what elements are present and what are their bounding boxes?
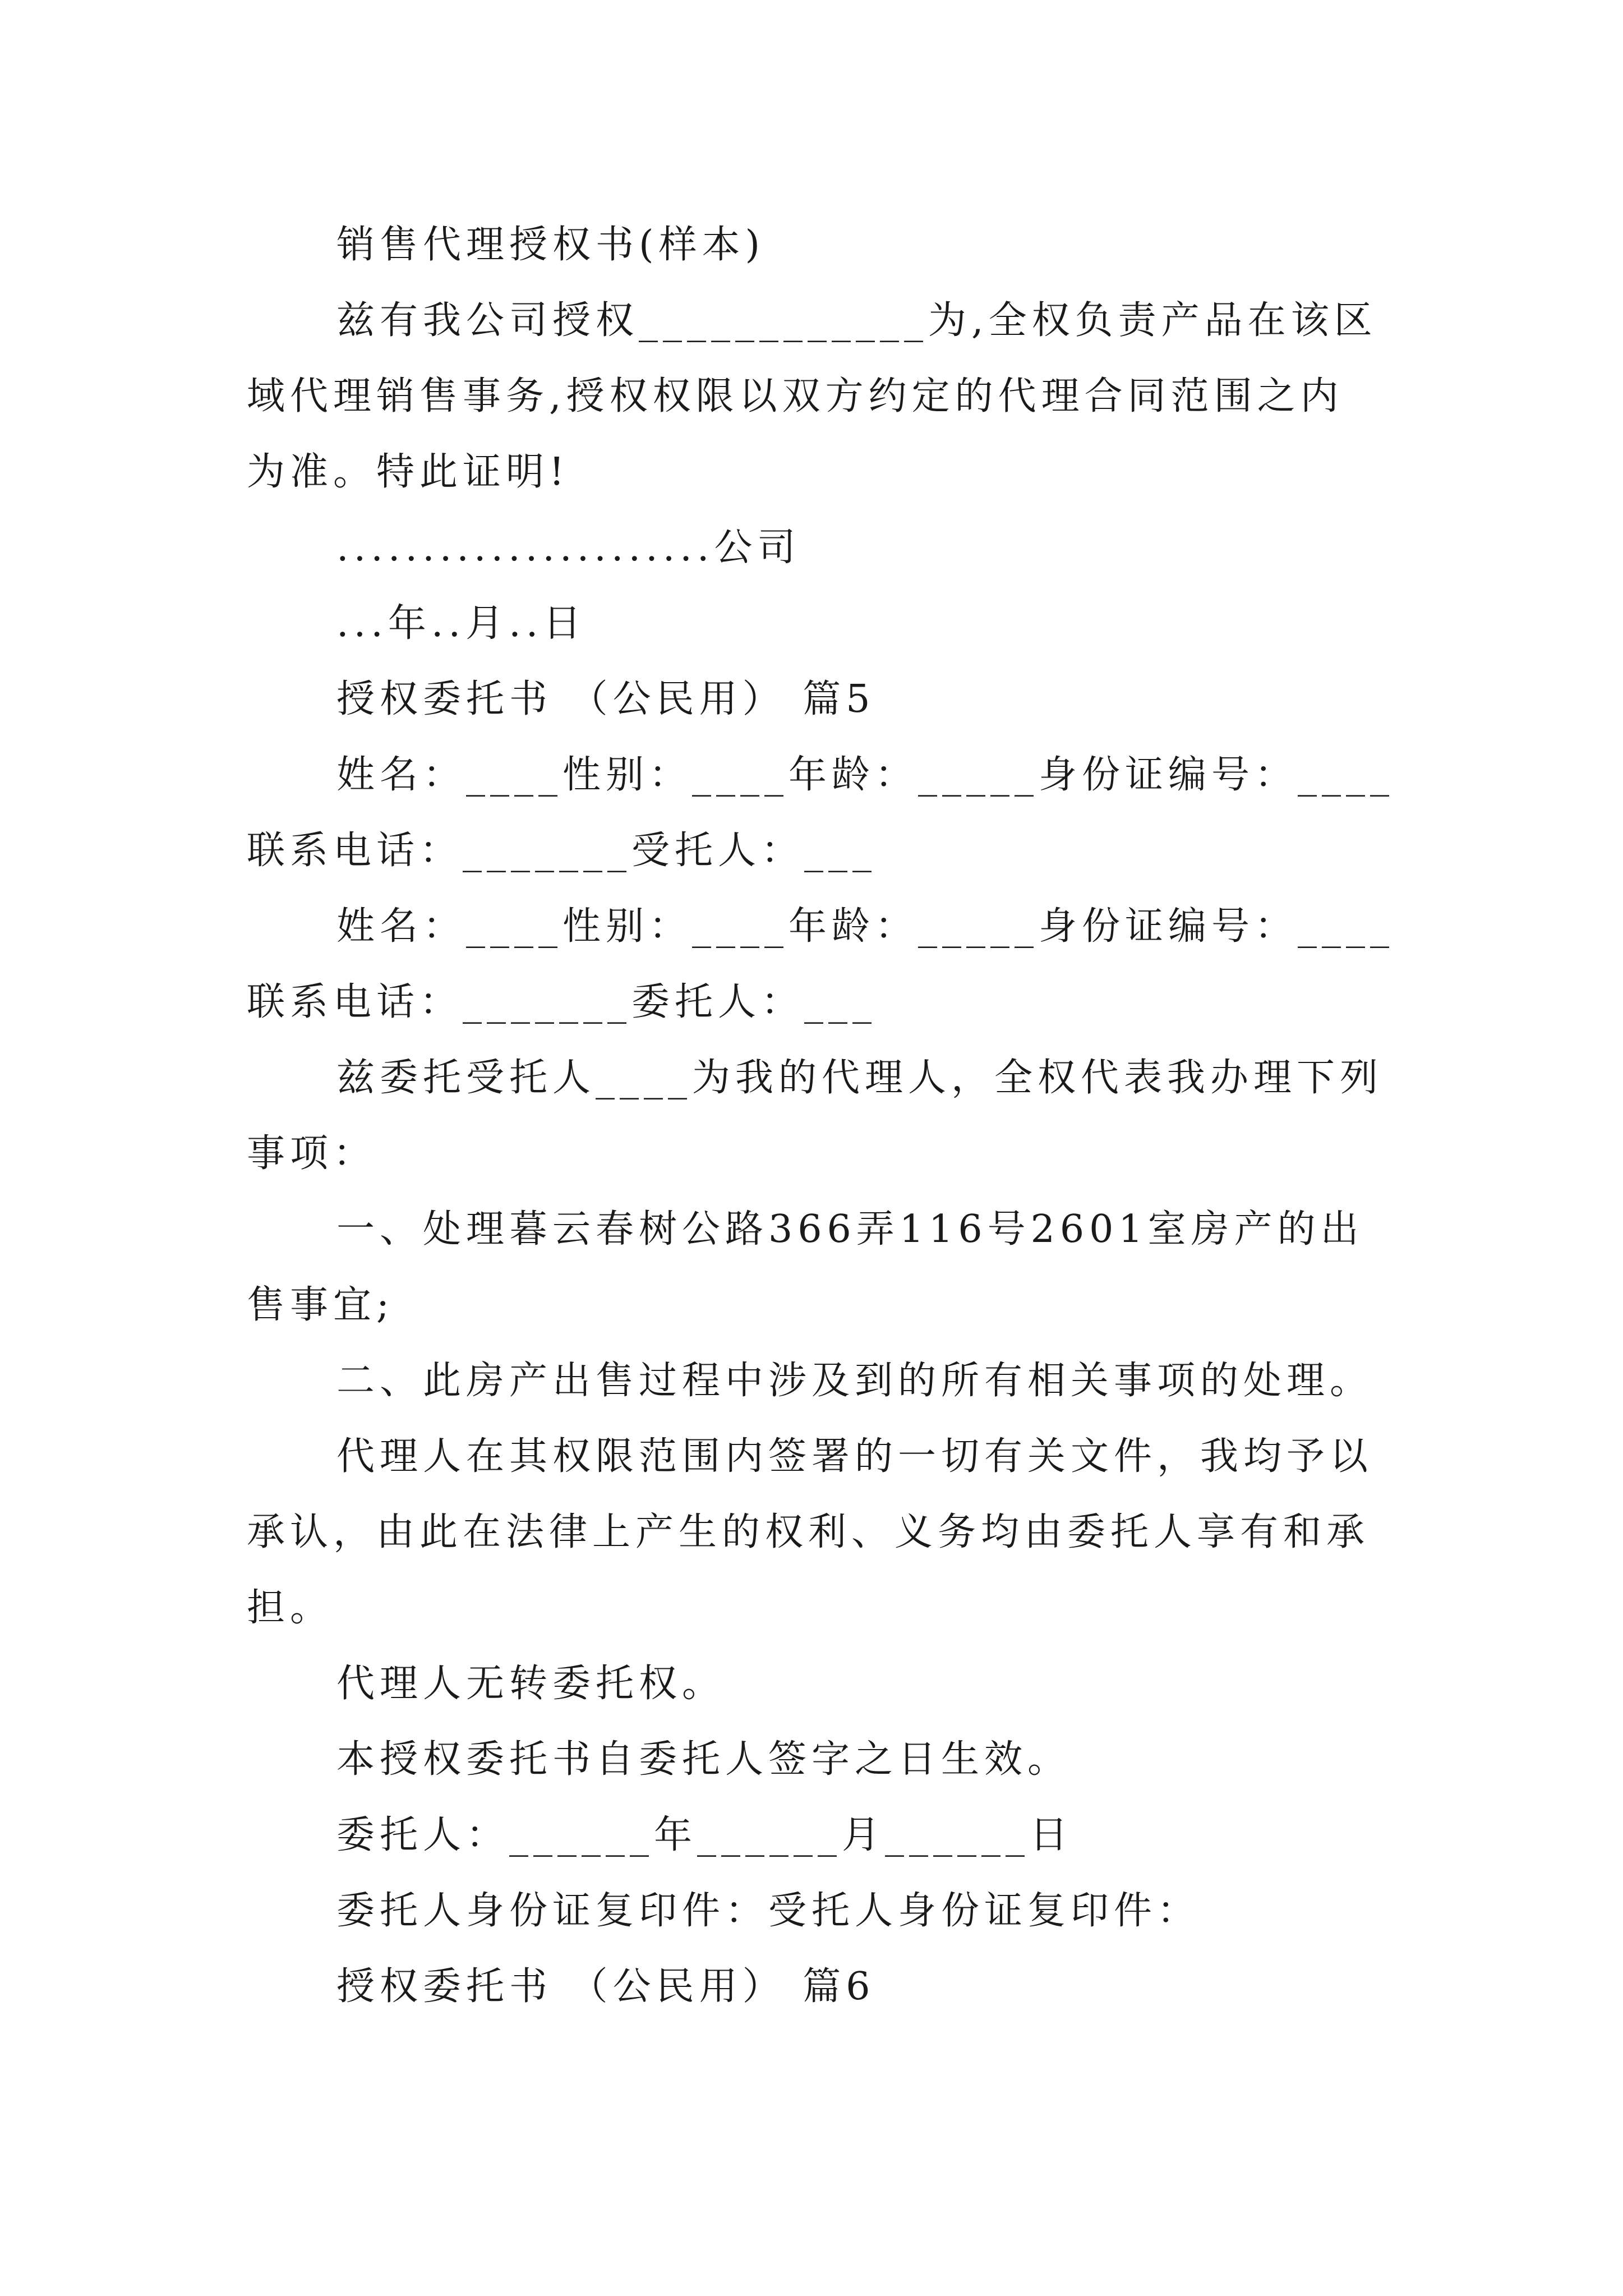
doc-line-id-copies: 委托人身份证复印件：受托人身份证复印件：: [336, 1889, 1201, 1933]
doc-line-recognize: 承认，由此在法律上产生的权利、义务均由委托人享有和承: [247, 1510, 1370, 1554]
doc-line-heading-6: 授权委托书 （公民用） 篇6: [336, 1964, 875, 2009]
doc-line-phone-2: 联系电话：_______委托人：___: [247, 980, 877, 1024]
doc-line-heading-5: 授权委托书 （公民用） 篇5: [336, 677, 875, 721]
doc-line-signature: 委托人：______年______月______日: [336, 1813, 1073, 1857]
doc-line-entrust: 兹委托受托人____为我的代理人，全权代表我办理下列: [336, 1056, 1384, 1100]
doc-line-info-1: 姓名：____性别：____年龄：_____身份证编号：____: [336, 753, 1395, 797]
doc-line-phone-1: 联系电话：_______受托人：___: [247, 829, 877, 873]
doc-line-certify: 为准。特此证明!: [247, 450, 570, 494]
doc-line-item-1-cont: 售事宜;: [247, 1283, 394, 1327]
doc-line-title: 销售代理授权书(样本): [336, 223, 766, 267]
doc-line-item-1: 一、处理暮云春树公路366弄116号2601室房产的出: [336, 1207, 1364, 1251]
doc-line-effective: 本授权委托书自委托人签字之日生效。: [336, 1737, 1071, 1782]
doc-line-info-2: 姓名：____性别：____年龄：_____身份证编号：____: [336, 904, 1395, 949]
doc-line-company: ......................公司: [336, 526, 801, 570]
doc-line-authorize: 兹有我公司授权____________为,全权负责产品在该区: [336, 298, 1377, 343]
doc-line-date: ...年..月..日: [336, 601, 587, 646]
doc-line-scope: 域代理销售事务,授权权限以双方约定的代理合同范围之内: [247, 374, 1344, 418]
doc-line-sign-scope: 代理人在其权限范围内签署的一切有关文件，我均予以: [336, 1434, 1373, 1479]
doc-line-no-transfer: 代理人无转委托权。: [336, 1662, 726, 1706]
doc-line-bear: 担。: [247, 1586, 334, 1630]
doc-line-matters: 事项：: [247, 1131, 377, 1176]
doc-line-item-2: 二、此房产出售过程中涉及到的所有相关事项的处理。: [336, 1359, 1373, 1403]
